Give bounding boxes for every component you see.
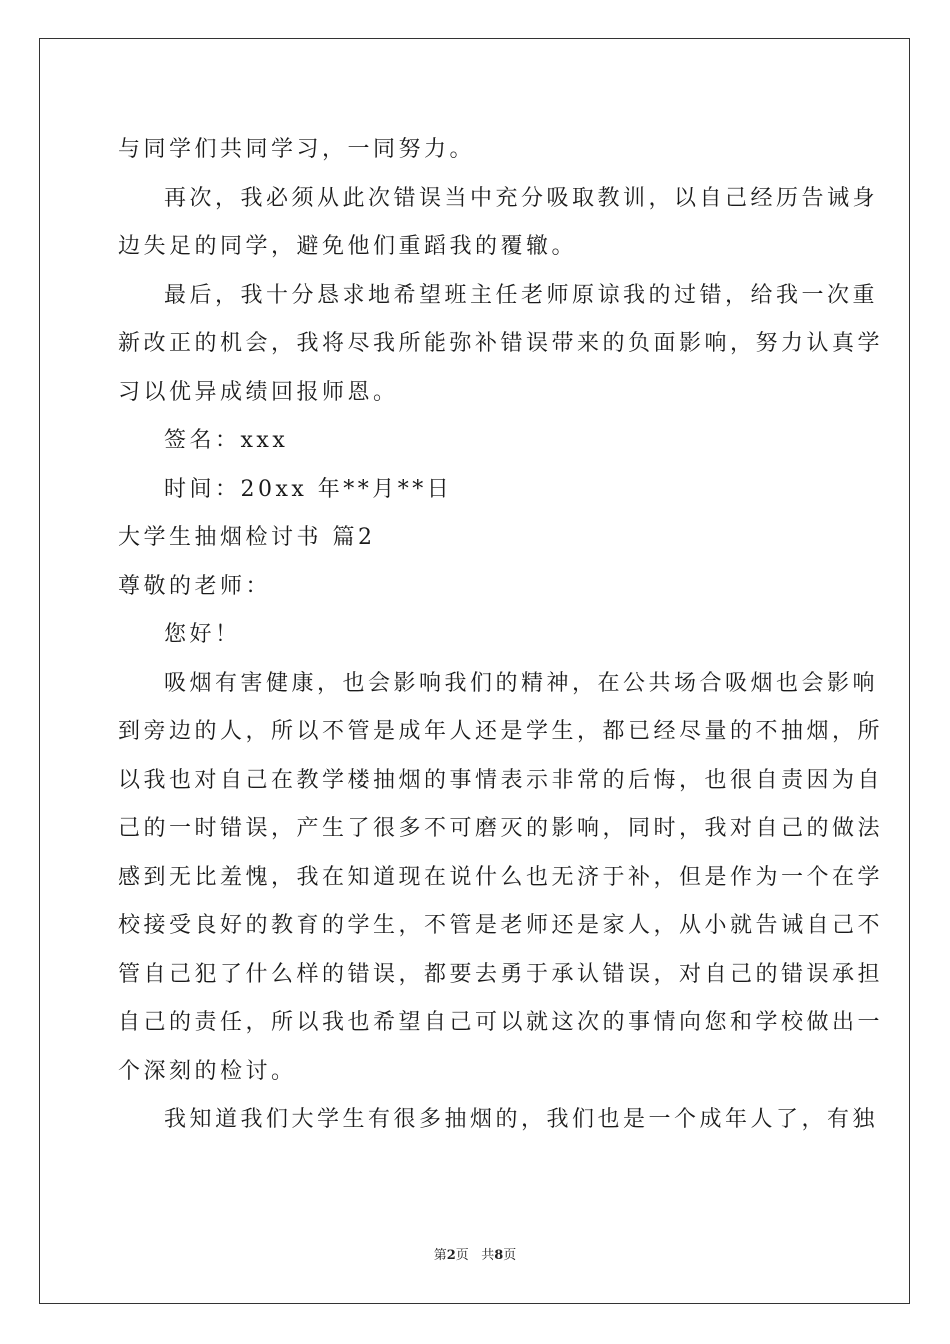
paragraph-line: 自己的责任，所以我也希望自己可以就这次的事情向您和学校做出一 bbox=[118, 1010, 884, 1035]
document-body bbox=[118, 126, 884, 1145]
paragraph-line: 校接受良好的教育的学生，不管是老师还是家人，从小就告诫自己不 bbox=[118, 913, 884, 938]
paragraph-line: 与同学们共同学习，一同努力。 bbox=[118, 137, 476, 162]
total-pages: 8 bbox=[494, 1248, 504, 1263]
paragraph-line: 己的一时错误，产生了很多不可磨灭的影响，同时，我对自己的做法 bbox=[118, 816, 884, 841]
paragraph-line: 习以优异成绩回报师恩。 bbox=[118, 379, 399, 405]
paragraph-line: 边失足的同学，避免他们重蹈我的覆辙。 bbox=[118, 234, 578, 259]
paragraph-line: 以我也对自己在教学楼抽烟的事情表示非常的后悔，也很自责因为自 bbox=[118, 767, 884, 793]
paragraph-line: 我知道我们大学生有很多抽烟的，我们也是一个成年人了，有独 bbox=[164, 1107, 879, 1132]
page-number: 2 bbox=[446, 1248, 456, 1263]
paragraph-line: 感到无比羞愧，我在知道现在说什么也无济于补，但是作为一个在学 bbox=[118, 864, 884, 890]
paragraph-line: 到旁边的人，所以不管是成年人还是学生，都已经尽量的不抽烟，所 bbox=[118, 719, 884, 744]
paragraph-line: 管自己犯了什么样的错误，都要去勇于承认错误，对自己的错误承担 bbox=[118, 961, 884, 987]
signature-line: 签名：xxx bbox=[164, 428, 289, 453]
section-heading: 大学生抽烟检讨书 篇2 bbox=[118, 525, 376, 550]
total-suffix: 页 bbox=[503, 1248, 517, 1263]
date-line: 时间：20xx 年**月**日 bbox=[164, 476, 453, 502]
paragraph-line: 新改正的机会，我将尽我所能弥补错误带来的负面影响，努力认真学 bbox=[118, 331, 884, 356]
paragraph-line: 最后，我十分恳求地希望班主任老师原谅我的过错，给我一次重 bbox=[164, 282, 879, 308]
paragraph-line: 吸烟有害健康，也会影响我们的精神，在公共场合吸烟也会影响 bbox=[164, 670, 879, 696]
page-footer bbox=[0, 1247, 950, 1265]
page-suffix: 页 bbox=[455, 1248, 469, 1263]
page-prefix: 第 bbox=[433, 1248, 447, 1263]
total-prefix: 共 bbox=[481, 1248, 495, 1263]
paragraph-line: 个深刻的检讨。 bbox=[118, 1058, 297, 1084]
paragraph-line: 再次，我必须从此次错误当中充分吸取教训，以自己经历告诫身 bbox=[164, 185, 879, 211]
salutation: 尊敬的老师： bbox=[118, 573, 272, 599]
greeting: 您好！ bbox=[164, 622, 241, 647]
